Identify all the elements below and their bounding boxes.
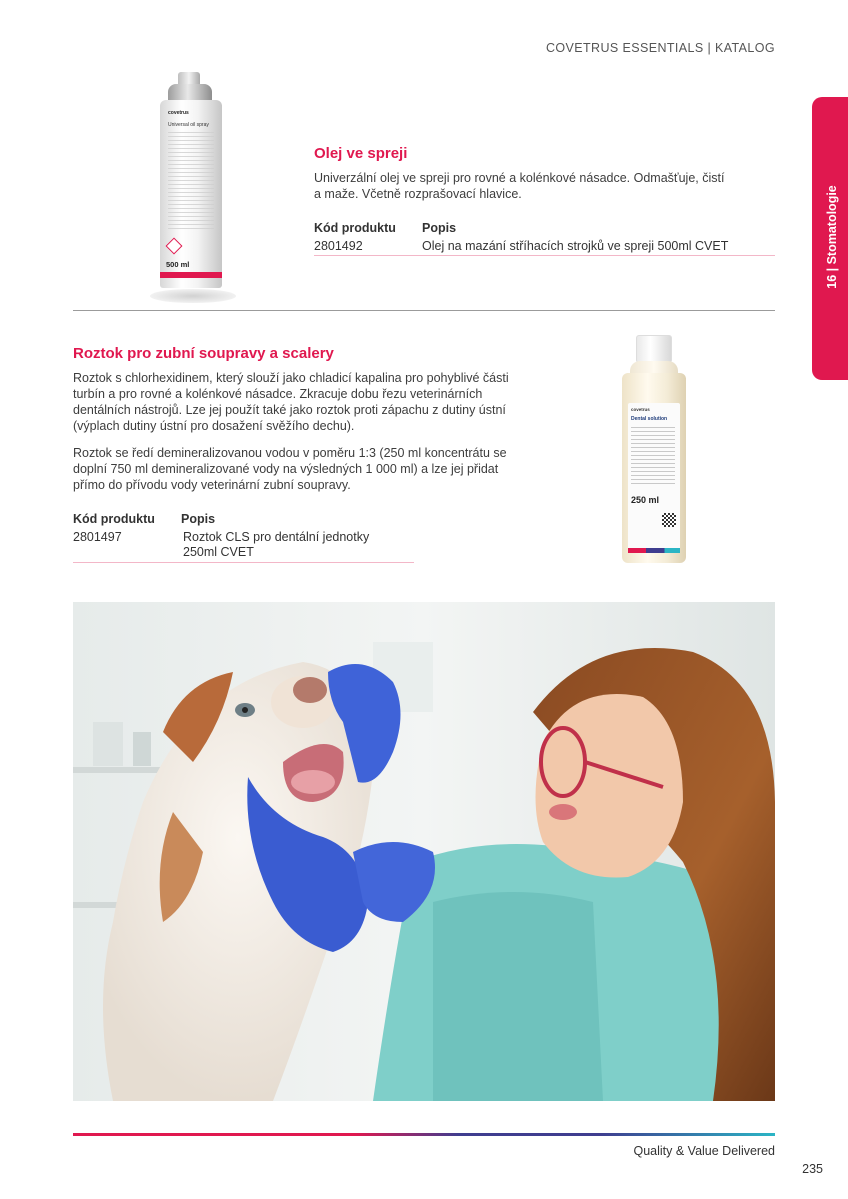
product1-col-desc: Popis bbox=[422, 221, 457, 235]
can-label-text: Universal oil spray bbox=[168, 122, 209, 128]
footer-color-bar bbox=[73, 1133, 775, 1136]
chapter-tab-label: 16 | Stomatologie bbox=[825, 185, 839, 289]
chapter-tab[interactable] bbox=[812, 97, 848, 380]
spray-can-image bbox=[158, 72, 228, 297]
product1-title: Olej ve spreji bbox=[314, 145, 408, 162]
product2-col-desc: Popis bbox=[181, 512, 216, 526]
hazard-icon bbox=[166, 238, 183, 255]
product2-dilution-text: Roztok se ředí demineralizovanou vodou v poměru 1:3 (250 ml koncentrátu se doplní 750 ml demineralizované vody na výsledných 1 000 ml) a lze jej přidat přímo do přívodu vody veterinární zubní soupravy. bbox=[73, 446, 507, 492]
bottle-brand-text: covetrus bbox=[631, 407, 650, 412]
product2-desc: Roztok CLS pro dentální jednotky 250ml CVET bbox=[183, 530, 370, 559]
product2-description: Roztok s chlorhexidinem, který slouží jako chladicí kapalina pro pohyblivé části turbín a pro rovné a kolénkové násadce. Zkracuje dobu řezu veterinárních dentálních nástrojů. Lze jej použít také jako roztok proti zápachu z dutiny ústní (výplach dutiny ústní pro dosažení svěžího dechu). bbox=[73, 371, 509, 433]
dental-solution-bottle-image bbox=[620, 335, 688, 565]
product2-table-rule bbox=[73, 562, 414, 563]
bottle-volume-text: 250 ml bbox=[631, 495, 660, 505]
page-number: 235 bbox=[802, 1162, 823, 1176]
can-volume-text: 500 ml bbox=[166, 260, 190, 269]
vet-dog-dental-photo bbox=[73, 602, 775, 1101]
qr-code-icon bbox=[662, 513, 676, 527]
product2-code: 2801497 bbox=[73, 530, 122, 544]
footer-tagline: Quality & Value Delivered bbox=[633, 1144, 775, 1158]
product1-desc: Olej na mazání stříhacích strojků ve spreji 500ml CVET bbox=[422, 239, 729, 253]
product1-table-rule bbox=[314, 255, 775, 256]
bottle-label-text: Dental solution bbox=[631, 416, 668, 422]
product2-col-code: Kód produktu bbox=[73, 512, 155, 526]
catalog-header: COVETRUS ESSENTIALS | KATALOG bbox=[545, 41, 775, 55]
can-brand-text: covetrus bbox=[168, 110, 189, 116]
product1-description: Univerzální olej ve spreji pro rovné a kolénkové násadce. Odmašťuje, čistí a maže. Včetně rozprašovací hlavice. bbox=[314, 171, 725, 201]
product1-col-code: Kód produktu bbox=[314, 221, 396, 235]
section-divider bbox=[73, 310, 775, 311]
product1-code: 2801492 bbox=[314, 239, 363, 253]
product2-title: Roztok pro zubní soupravy a scalery bbox=[73, 345, 334, 362]
